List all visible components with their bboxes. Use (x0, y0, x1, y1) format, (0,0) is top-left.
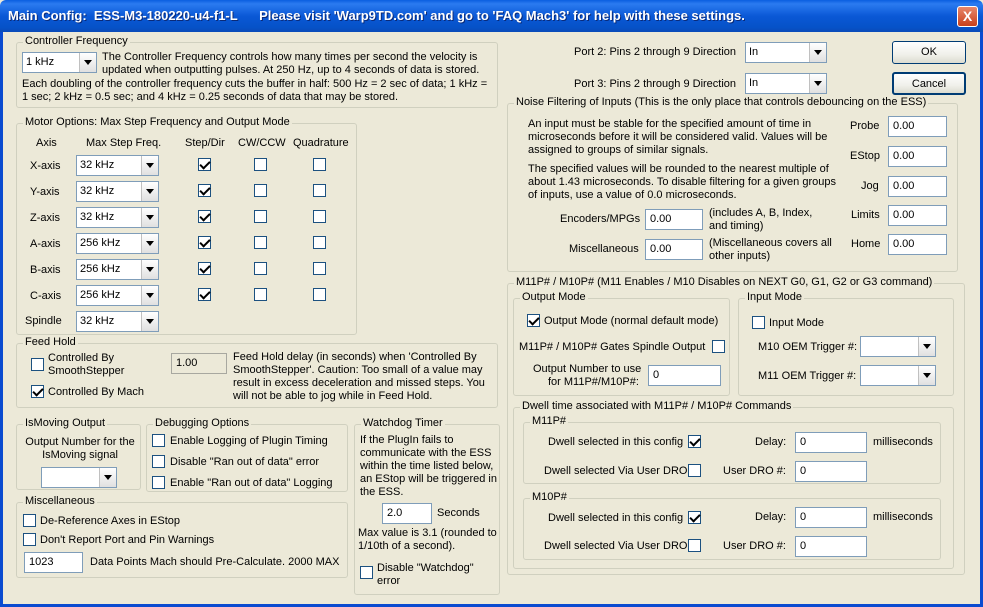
chevron-down-icon[interactable] (141, 208, 158, 227)
controller-frequency-legend: Controller Frequency (25, 35, 128, 47)
probe-field[interactable]: 0.00 (888, 116, 947, 137)
cwccw-checkbox[interactable] (254, 236, 267, 249)
misc-filter-label: Miscellaneous (569, 243, 639, 255)
chevron-down-icon[interactable] (141, 312, 158, 331)
controller-frequency-desc1: The Controller Frequency controls how many times per second the velocity is updated when outputting pulses. At 250 Hz, up to 4 seconds of data is stored. (102, 51, 480, 76)
limits-field[interactable]: 0.00 (888, 205, 947, 226)
m10-trigger-label: M10 OEM Trigger #: (758, 341, 858, 353)
quadrature-checkbox[interactable] (313, 184, 326, 197)
axis-freq-value: 256 kHz (80, 289, 121, 301)
m10-sel-dro-label: Dwell selected Via User DRO (544, 540, 688, 552)
dwell-legend: Dwell time associated with M11P# / M10P# Commands (522, 400, 792, 412)
misc-filter-field[interactable]: 0.00 (645, 239, 703, 260)
cwccw-checkbox[interactable] (254, 288, 267, 301)
feed-hold-smoothstepper-checkbox[interactable] (31, 358, 44, 371)
chevron-down-icon[interactable] (809, 74, 826, 93)
chevron-down-icon[interactable] (99, 468, 116, 487)
axis-label: X-axis (30, 160, 61, 172)
output-mode-legend: Output Mode (522, 291, 586, 303)
encoders-field[interactable]: 0.00 (645, 209, 703, 230)
misc-legend: Miscellaneous (25, 495, 95, 507)
data-points-field[interactable]: 1023 (24, 552, 83, 573)
feed-hold-legend: Feed Hold (25, 336, 76, 348)
m11-m10-legend: M11P# / M10P# (M11 Enables / M10 Disables on NEXT G0, G1, G2 or G3 command) (516, 276, 933, 288)
jog-field[interactable]: 0.00 (888, 176, 947, 197)
stepdir-checkbox[interactable] (198, 158, 211, 171)
debug-disable-ranout-label: Disable "Ran out of data" error (170, 456, 320, 468)
m11-delay-field[interactable]: 0 (795, 432, 867, 453)
watchdog-seconds-label: Seconds (437, 507, 480, 519)
cwccw-checkbox[interactable] (254, 184, 267, 197)
port3-label: Port 3: Pins 2 through 9 Direction (574, 78, 737, 90)
estop-label: EStop (850, 150, 880, 162)
feed-hold-smoothstepper-label: Controlled By SmoothStepper (48, 352, 125, 377)
header-cwccw: CW/CCW (238, 137, 286, 149)
input-mode-legend: Input Mode (747, 291, 803, 303)
dereference-axes-checkbox[interactable] (23, 514, 36, 527)
axis-freq-select[interactable] (76, 155, 159, 176)
quadrature-checkbox[interactable] (313, 158, 326, 171)
axis-freq-select[interactable] (76, 259, 159, 280)
chevron-down-icon[interactable] (141, 260, 158, 279)
motor-options-legend: Motor Options: Max Step Frequency and Output Mode (25, 116, 290, 128)
port2-value: In (749, 46, 759, 58)
encoders-label: Encoders/MPGs (560, 213, 641, 225)
m11-sel-dro-label: Dwell selected Via User DRO (544, 465, 688, 477)
watchdog-desc: If the PlugIn fails to communicate with the ESS within the time listed below, an EStop will be triggered in the ESS. (360, 434, 497, 498)
m10-dro-label: User DRO #: (723, 540, 786, 552)
axis-freq-value: 32 kHz (80, 185, 115, 197)
estop-field[interactable]: 0.00 (888, 146, 947, 167)
axis-freq-value: 32 kHz (80, 159, 115, 171)
encoders-note: (includes A, B, Index, and timing) (709, 207, 813, 232)
port2-label: Port 2: Pins 2 through 9 Direction (574, 46, 737, 58)
feed-hold-mach-label: Controlled By Mach (48, 386, 144, 398)
header-freq: Max Step Freq. (86, 137, 162, 149)
stepdir-checkbox[interactable] (198, 184, 211, 197)
controller-frequency-value: 1 kHz (26, 56, 55, 68)
stepdir-checkbox[interactable] (198, 262, 211, 275)
m10-trigger-select[interactable] (860, 336, 936, 357)
m11-delay-label: Delay: (755, 436, 787, 448)
ismoving-select[interactable] (41, 467, 117, 488)
watchdog-max: Max value is 3.1 (rounded to 1/10th of a second). (358, 527, 497, 552)
m10-delay-unit: milliseconds (873, 511, 933, 523)
axis-freq-select[interactable] (76, 207, 159, 228)
chevron-down-icon[interactable] (809, 43, 826, 62)
chevron-down-icon[interactable] (141, 156, 158, 175)
dont-report-warnings-checkbox[interactable] (23, 533, 36, 546)
axis-label: A-axis (30, 238, 61, 250)
m10-sel-config-label: Dwell selected in this config (548, 512, 684, 524)
port3-value: In (749, 77, 759, 89)
gates-spindle-checkbox[interactable] (712, 340, 725, 353)
controller-frequency-select[interactable] (22, 52, 97, 73)
dereference-axes-label: De-Reference Axes in EStop (40, 515, 181, 527)
home-label: Home (851, 238, 881, 250)
noise-desc2: The specified values will be rounded to the nearest multiple of about 1.43 microseconds. To disable filtering for a given groups of inputs, use a value of 0.0 microseconds. (528, 163, 836, 201)
port3-select[interactable] (745, 73, 827, 94)
debug-enable-ranout-label: Enable "Ran out of data" Logging (170, 477, 333, 489)
output-mode-label: Output Mode (normal default mode) (544, 315, 719, 327)
debugging-legend: Debugging Options (155, 417, 250, 429)
axis-freq-value: 32 kHz (80, 211, 115, 223)
ismoving-label: Output Number for the IsMoving signal (25, 436, 135, 461)
input-mode-checkbox[interactable] (752, 316, 765, 329)
chevron-down-icon[interactable] (79, 53, 96, 72)
noise-desc1: An input must be stable for the specified amount of time in microseconds before it will be considered valid. Values will be assigned to groups of similar signals. (528, 118, 828, 156)
stepdir-checkbox[interactable] (198, 288, 211, 301)
m11-sel-config-checkbox[interactable] (688, 435, 701, 448)
spindle-label: Spindle (25, 315, 62, 327)
axis-label: C-axis (30, 290, 62, 302)
header-quad: Quadrature (293, 137, 349, 149)
quadrature-checkbox[interactable] (313, 288, 326, 301)
dont-report-warnings-label: Don't Report Port and Pin Warnings (40, 534, 215, 546)
watchdog-legend: Watchdog Timer (363, 417, 443, 429)
m10-delay-label: Delay: (755, 511, 787, 523)
axis-freq-select[interactable] (76, 233, 159, 254)
close-button[interactable]: X (957, 6, 978, 27)
limits-label: Limits (851, 209, 880, 221)
debug-enable-ranout-checkbox[interactable] (152, 476, 165, 489)
home-field[interactable]: 0.00 (888, 234, 947, 255)
port2-select[interactable] (745, 42, 827, 63)
stepdir-checkbox[interactable] (198, 210, 211, 223)
disable-watchdog-checkbox[interactable] (360, 566, 373, 579)
data-points-label: Data Points Mach should Pre-Calculate. 2000 MAX (90, 556, 340, 568)
axis-freq-value: 256 kHz (80, 263, 121, 275)
outnum-field[interactable]: 0 (648, 365, 721, 386)
m11-sel-dro-checkbox[interactable] (688, 464, 701, 477)
header-stepdir: Step/Dir (185, 137, 225, 149)
ok-button[interactable]: OK (892, 41, 966, 64)
debug-plugin-timing-label: Enable Logging of Plugin Timing (170, 435, 328, 447)
outnum-label2: for M11P#/M10P#: (548, 376, 639, 388)
m10-sel-dro-checkbox[interactable] (688, 539, 701, 552)
m11-trigger-select[interactable] (860, 365, 936, 386)
m11-delay-unit: milliseconds (873, 436, 933, 448)
axis-freq-select[interactable] (76, 181, 159, 202)
misc-filter-note: (Miscellaneous covers all other inputs) (709, 237, 832, 262)
spindle-freq-value: 32 kHz (80, 315, 115, 327)
debug-plugin-timing-checkbox[interactable] (152, 434, 165, 447)
axis-label: Y-axis (30, 186, 60, 198)
quadrature-checkbox[interactable] (313, 210, 326, 223)
motor-options-group (16, 116, 357, 335)
window-title: Main Config: ESS-M3-180220-u4-f1-L Please visit 'Warp9TD.com' and go to 'FAQ Mach3' for help with these settings. (8, 8, 745, 23)
gates-spindle-label: M11P# / M10P# Gates Spindle Output (519, 341, 706, 353)
m10-delay-field[interactable]: 0 (795, 507, 867, 528)
axis-label: Z-axis (30, 212, 60, 224)
axis-freq-select[interactable] (76, 285, 159, 306)
m11-dro-label: User DRO #: (723, 465, 786, 477)
cwccw-checkbox[interactable] (254, 158, 267, 171)
dwell-m11-legend: M11P# (532, 415, 567, 427)
chevron-down-icon[interactable] (918, 337, 935, 356)
cancel-button[interactable]: Cancel (892, 72, 966, 95)
cwccw-checkbox[interactable] (254, 210, 267, 223)
input-mode-label: Input Mode (769, 317, 825, 329)
m11-trigger-label: M11 OEM Trigger #: (758, 370, 857, 382)
m10-sel-config-checkbox[interactable] (688, 511, 701, 524)
controller-frequency-desc2: Each doubling of the controller frequency cuts the buffer in half: 500 Hz = 2 sec of data; 1 kHz = 1 sec; 2 kHz = 0.5 sec; and 4 kHz = 0.25 seconds of data that may be stored. (22, 78, 488, 103)
chevron-down-icon[interactable] (918, 366, 935, 385)
feed-hold-mach-checkbox[interactable] (31, 385, 44, 398)
chevron-down-icon[interactable] (141, 182, 158, 201)
title-bar (0, 0, 983, 32)
probe-label: Probe (850, 120, 880, 132)
spindle-freq-select[interactable] (76, 311, 159, 332)
cwccw-checkbox[interactable] (254, 262, 267, 275)
axis-label: B-axis (30, 264, 61, 276)
disable-watchdog-label: Disable "Watchdog" error (377, 562, 474, 587)
header-axis: Axis (36, 137, 57, 149)
output-mode-checkbox[interactable] (527, 314, 540, 327)
axis-freq-value: 256 kHz (80, 237, 121, 249)
dwell-m10-legend: M10P# (532, 491, 567, 503)
chevron-down-icon[interactable] (141, 234, 158, 253)
watchdog-seconds-field[interactable]: 2.0 (382, 503, 432, 524)
stepdir-checkbox[interactable] (198, 236, 211, 249)
feed-hold-delay-field[interactable]: 1.00 (171, 353, 227, 374)
ismoving-legend: IsMoving Output (25, 417, 106, 429)
jog-label: Jog (861, 180, 879, 192)
m11-sel-config-label: Dwell selected in this config (548, 436, 684, 448)
debug-disable-ranout-checkbox[interactable] (152, 455, 165, 468)
quadrature-checkbox[interactable] (313, 236, 326, 249)
m11-dro-field[interactable]: 0 (795, 461, 867, 482)
noise-filter-legend: Noise Filtering of Inputs (This is the only place that controls debouncing on the ESS) (516, 96, 927, 108)
quadrature-checkbox[interactable] (313, 262, 326, 275)
window-border-left (0, 32, 3, 607)
outnum-label1: Output Number to use (533, 363, 642, 375)
m10-dro-field[interactable]: 0 (795, 536, 867, 557)
chevron-down-icon[interactable] (141, 286, 158, 305)
feed-hold-desc: Feed Hold delay (in seconds) when 'Controlled By SmoothStepper'. Caution: Too small of a value may result in excess deceleration and missed steps. You will not be able to jog while in Feed Hold. (233, 351, 485, 402)
